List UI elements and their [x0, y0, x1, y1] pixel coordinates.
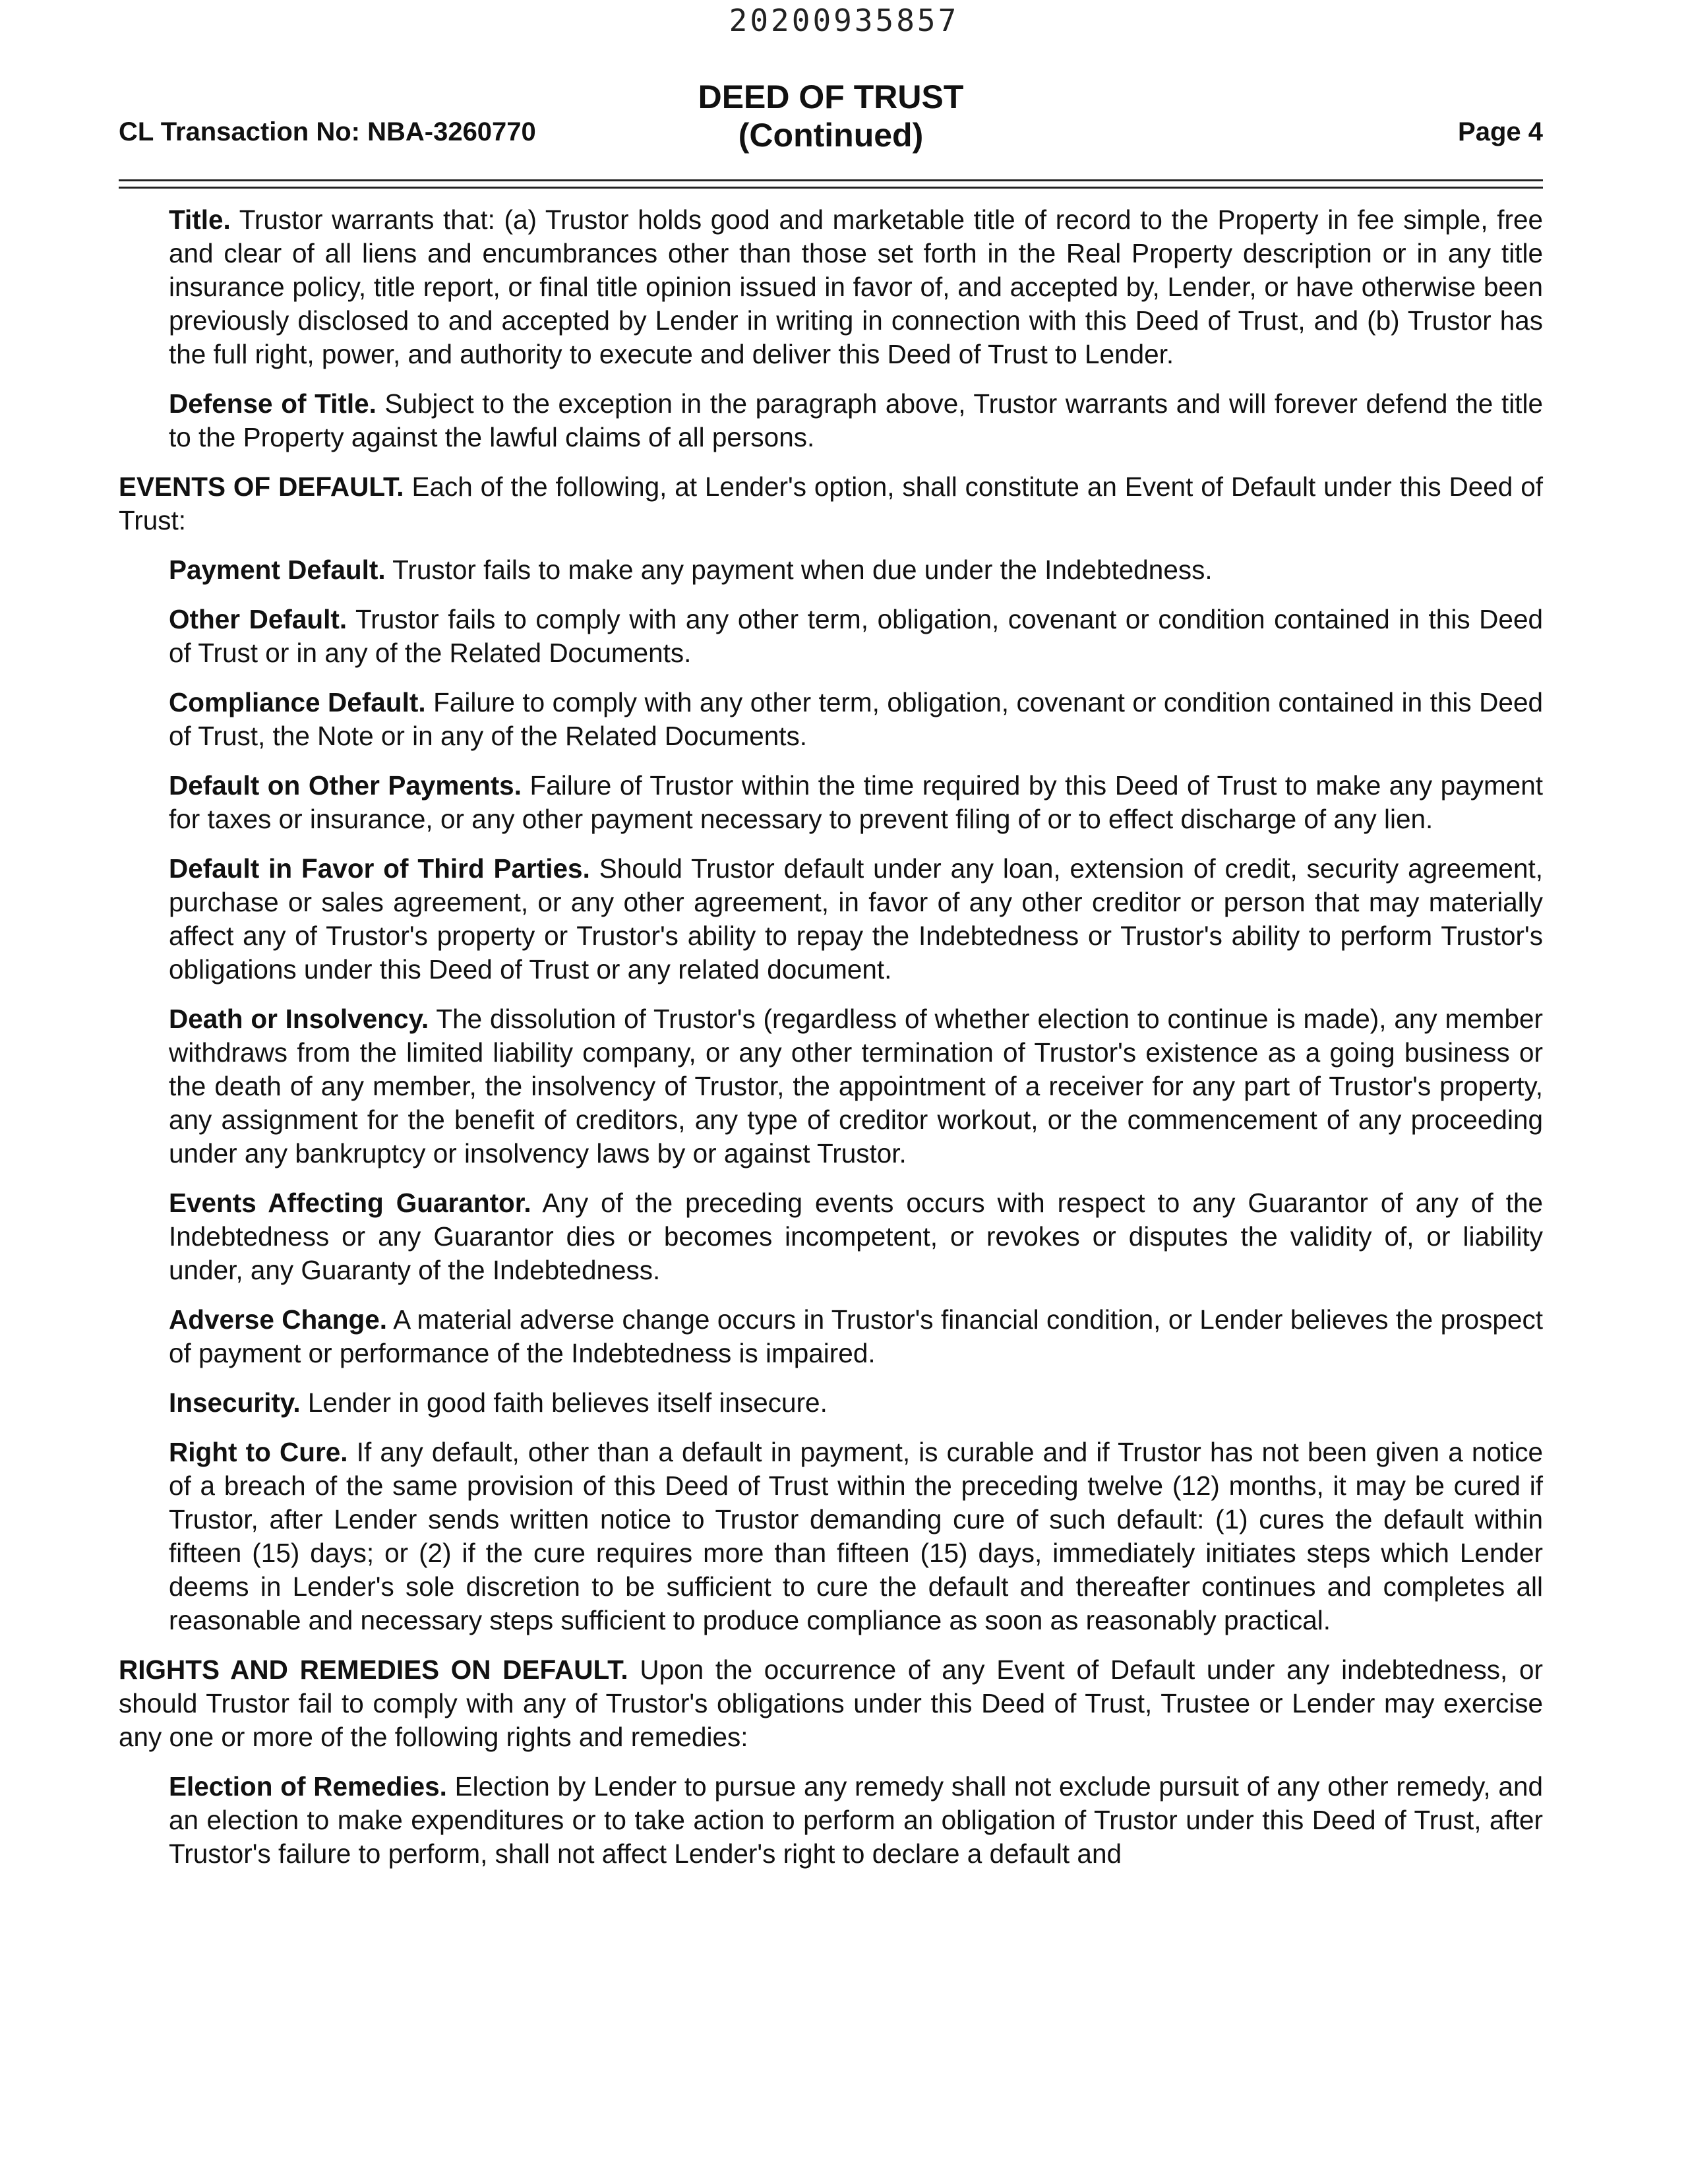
paragraph-text: Subject to the exception in the paragraph above, Trustor warrants and will forever defend the title to the Property against the lawful claims of all persons. [169, 388, 1543, 452]
paragraph-heading: Default on Other Payments. [169, 770, 522, 801]
section-heading: EVENTS OF DEFAULT. [119, 471, 404, 502]
paragraph-events-affecting-guarantor [119, 1186, 1543, 1287]
paragraph-default-third-parties [119, 852, 1543, 986]
section-events-of-default [119, 470, 1543, 537]
document-subtitle: (Continued) [738, 117, 924, 154]
paragraph-text: Failure to comply with any other term, obligation, covenant or condition contained in this Deed of Trust, the Note or in any of the Related Documents. [169, 687, 1543, 751]
transaction-number: CL Transaction No: NBA-3260770 [119, 117, 536, 146]
paragraph-heading: Adverse Change. [169, 1304, 388, 1335]
paragraph-heading: Default in Favor of Third Parties. [169, 853, 590, 884]
section-text: Each of the following, at Lender's option, shall constitute an Event of Default under this Deed of Trust: [119, 471, 1543, 535]
document-title: DEED OF TRUST [698, 78, 964, 115]
paragraph-other-default [119, 603, 1543, 670]
paragraph-text: Trustor fails to comply with any other term, obligation, covenant or condition contained in this Deed of Trust or in any of the Related Documents. [169, 604, 1543, 668]
paragraph-heading: Events Affecting Guarantor. [169, 1188, 531, 1218]
section-heading: RIGHTS AND REMEDIES ON DEFAULT. [119, 1654, 628, 1685]
page-number: Page 4 [1458, 117, 1543, 146]
page-header [119, 78, 1543, 157]
paragraph-heading: Other Default. [169, 604, 347, 634]
paragraph-heading: Payment Default. [169, 555, 386, 585]
paragraph-heading: Compliance Default. [169, 687, 426, 717]
paragraph-payment-default [119, 553, 1543, 587]
paragraph-heading: Right to Cure. [169, 1437, 348, 1467]
document-body [119, 203, 1543, 1887]
paragraph-defense-of-title [119, 387, 1543, 454]
paragraph-text: Failure of Trustor within the time required by this Deed of Trust to make any payment for taxes or insurance, or any other payment necessary to prevent filing of or to effect discharge of any lien. [169, 770, 1543, 834]
paragraph-text: A material adverse change occurs in Trustor's financial condition, or Lender believes the prospect of payment or performance of the Indebtedness is impaired. [169, 1304, 1543, 1368]
paragraph-text: Lender in good faith believes itself insecure. [307, 1387, 828, 1418]
paragraph-heading: Death or Insolvency. [169, 1004, 429, 1034]
paragraph-insecurity [119, 1386, 1543, 1420]
paragraph-election-of-remedies [119, 1770, 1543, 1871]
paragraph-text: Trustor warrants that: (a) Trustor holds good and marketable title of record to the Property in fee simple, free and clear of all liens and encumbrances other than those set forth in the Real Property description or in any title insurance policy, title report, or final title opinion issued in favor of, and accepted by, Lender, or have otherwise been previously disclosed to and accepted by Lender in writing in connection with this Deed of Trust, and (b) Trustor has the full right, power, and authority to execute and deliver this Deed of Trust to Lender. [169, 204, 1543, 369]
paragraph-right-to-cure [119, 1436, 1543, 1637]
paragraph-compliance-default [119, 686, 1543, 753]
paragraph-text: If any default, other than a default in payment, is curable and if Trustor has not been given a notice of a breach of the same provision of this Deed of Trust within the preceding twelve (12) months, it may be cured if Trustor, after Lender sends written notice to Trustor demanding cure of such default: (1) cures the default within fifteen (15) days; or (2) if the cure requires more than fifteen (15) days, immediately initiates steps which Lender deems in Lender's sole discretion to be sufficient to cure the default and thereafter continues and completes all reasonable and necessary steps sufficient to produce compliance as soon as reasonably practical. [169, 1437, 1543, 1635]
paragraph-text: Trustor fails to make any payment when due under the Indebtedness. [392, 555, 1213, 585]
section-rights-and-remedies [119, 1653, 1543, 1754]
paragraph-text: Any of the preceding events occurs with respect to any Guarantor of any of the Indebtedness or any Guarantor dies or becomes incompetent, or revokes or disputes the validity of, or liability under, any Guaranty of the Indebtedness. [169, 1188, 1543, 1285]
paragraph-adverse-change [119, 1303, 1543, 1370]
header-rule-bottom [119, 187, 1543, 189]
paragraph-heading: Insecurity. [169, 1387, 301, 1418]
recording-number: 20200935857 [729, 3, 959, 38]
paragraph-death-or-insolvency [119, 1002, 1543, 1170]
paragraph-heading: Election of Remedies. [169, 1771, 447, 1802]
section-text: Upon the occurrence of any Event of Default under any indebtedness, or should Trustor fail to comply with any of Trustor's obligations under this Deed of Trust, Trustee or Lender may exercise any one or more of the following rights and remedies: [119, 1654, 1543, 1752]
header-rule-top [119, 179, 1543, 181]
paragraph-text: Should Trustor default under any loan, extension of credit, security agreement, purchase or sales agreement, or any other agreement, in favor of any other creditor or person that may materially affect any of Trustor's property or Trustor's ability to repay the Indebtedness or Trustor's ability to perform Trustor's obligations under this Deed of Trust or any related document. [169, 853, 1543, 985]
paragraph-heading: Defense of Title. [169, 388, 377, 419]
paragraph-text: Election by Lender to pursue any remedy shall not exclude pursuit of any other remedy, and an election to make expenditures or to take action to perform an obligation of Trustor under this Deed of Trust, after Trustor's failure to perform, shall not affect Lender's right to declare a default and [169, 1771, 1543, 1869]
paragraph-title [119, 203, 1543, 371]
paragraph-text: The dissolution of Trustor's (regardless of whether election to continue is made), any member withdraws from the limited liability company, or any other termination of Trustor's existence as a going business or the death of any member, the insolvency of Trustor, the appointment of a receiver for any part of Trustor's property, any assignment for the benefit of creditors, any type of creditor workout, or the commencement of any proceeding under any bankruptcy or insolvency laws by or against Trustor. [169, 1004, 1543, 1168]
paragraph-default-other-payments [119, 769, 1543, 836]
paragraph-heading: Title. [169, 204, 231, 235]
document-title-block [119, 78, 1543, 154]
